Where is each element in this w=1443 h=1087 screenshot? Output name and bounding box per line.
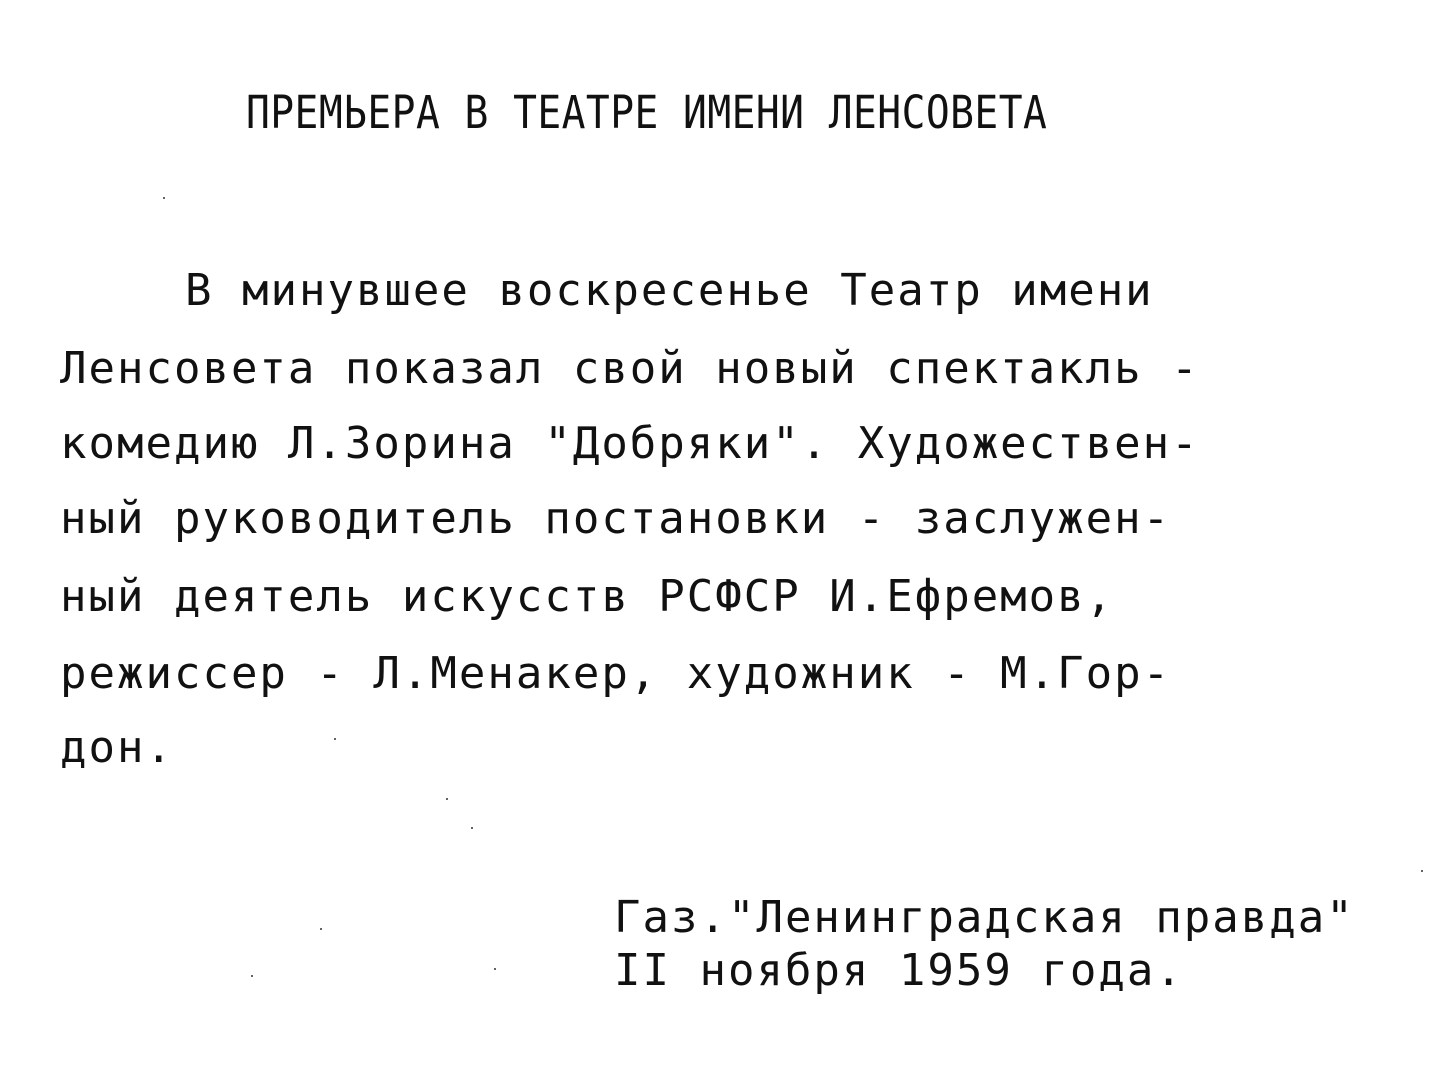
scan-speck — [163, 197, 165, 199]
scan-speck — [446, 798, 448, 800]
body-line-4: ный руководитель постановки - заслужен- — [60, 493, 1172, 544]
body-line-1: В минувшее воскресенье Театр имени — [185, 265, 1154, 316]
body-line-7: дон. — [60, 722, 174, 773]
scan-speck — [494, 968, 496, 970]
document-title: ПРЕМЬЕРА В ТЕАТРЕ ИМЕНИ ЛЕНСОВЕТА — [246, 86, 1048, 139]
body-line-2: Ленсовета показал свой новый спектакль - — [60, 343, 1200, 394]
body-line-3: комедию Л.Зорина "Добряки". Художествен- — [60, 418, 1200, 469]
scan-speck — [471, 827, 473, 829]
scan-speck — [251, 975, 253, 977]
scan-speck — [320, 928, 322, 930]
source-date: II ноября 1959 года. — [614, 945, 1184, 996]
body-line-6: режиссер - Л.Менакер, художник - М.Гор- — [60, 648, 1172, 699]
body-line-5: ный деятель искусств РСФСР И.Ефремов, — [60, 571, 1115, 622]
scan-speck — [1421, 870, 1423, 872]
scan-speck — [334, 738, 336, 740]
source-newspaper: Газ."Ленинградская правда" — [614, 892, 1355, 943]
